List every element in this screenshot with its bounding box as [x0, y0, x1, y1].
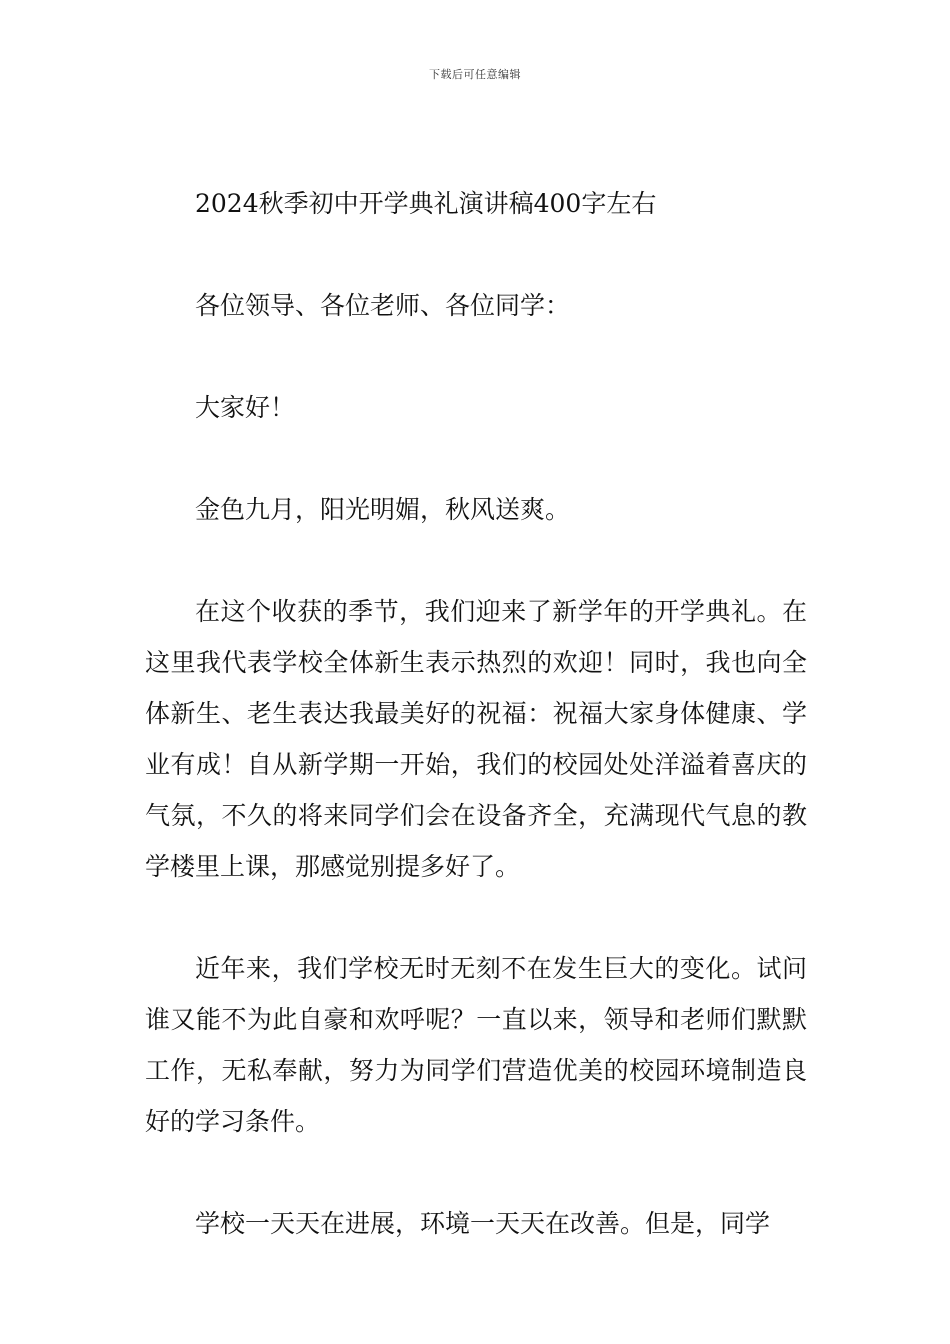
body-paragraph: 近年来，我们学校无时无刻不在发生巨大的变化。试问谁又能不为此自豪和欢呼呢？一直以来，领导和老师们默默工作，无私奉献，努力为同学们营造优美的校园环境制造良好的学习条件。	[145, 954, 807, 1136]
body-paragraph: 金色九月，阳光明媚，秋风送爽。	[195, 495, 571, 524]
body-paragraph: 在这个收获的季节，我们迎来了新学年的开学典礼。在这里我代表学校全体新生表示热烈的欢迎！同时，我也向全体新生、老生表达我最美好的祝福：祝福大家身体健康、学业有成！自从新学期一开始，我们的校园处处洋溢着喜庆的气氛，不久的将来同学们会在设备齐全，充满现代气息的教学楼里上课，那感觉别提多好了。	[145, 597, 807, 881]
document-title: 2024秋季初中开学典礼演讲稿400字左右	[195, 189, 657, 218]
salutation-paragraph: 各位领导、各位老师、各位同学：	[195, 291, 571, 320]
document-body	[145, 178, 807, 1300]
greeting-paragraph: 大家好！	[195, 393, 296, 422]
body-paragraph: 学校一天天在进展，环境一天天在改善。但是，同学	[195, 1209, 771, 1238]
header-note: 下载后可任意编辑	[429, 68, 521, 81]
